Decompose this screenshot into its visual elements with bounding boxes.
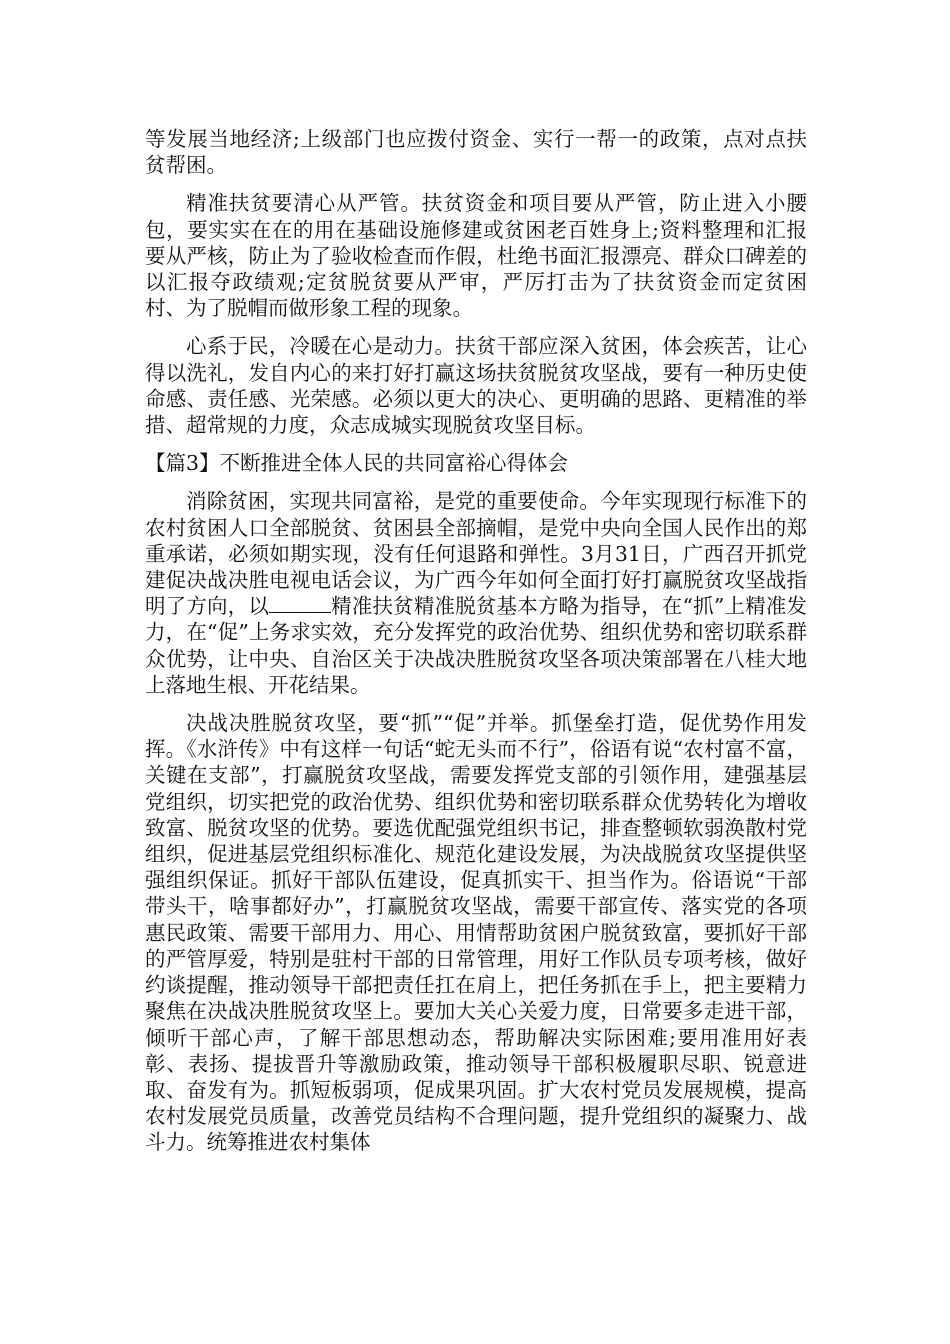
paragraph-4-part-a: 消除贫困，实现共同富裕，是党的重要使命。今年实现现行标准下的农村贫困人口全部脱贫、贫困县全部摘帽，是党中央向全国人民作出的郑重承诺，必须如期实现，没有任何退路和弹性。3月31日，广西召开抓党建促决战决胜电视电话会议，为广西今年如何全面打好打赢脱贫攻坚战指明了方向，以 [145, 489, 807, 619]
paragraph-4-part-b: 精准扶贫精准脱贫基本方略为指导，在“抓”上精准发力，在“促”上务求实效，充分发挥党的政治优势、组织优势和密切联系群众优势，让中央、自治区关于决战决胜脱贫攻坚各项决策部署在八桂大地上落地生根、开花结果。 [145, 594, 807, 697]
section-heading: 【篇3】不断推进全体人民的共同富裕心得体会 [145, 451, 569, 476]
paragraph-1: 等发展当地经济;上级部门也应拨付资金、实行一帮一的政策，点对点扶贫帮困。 [145, 127, 807, 178]
paragraph-4 [145, 488, 807, 698]
fill-in-blank [269, 594, 331, 613]
paragraph-3: 心系于民，冷暖在心是动力。扶贫干部应深入贫困，体会疾苦，让心得以洗礼，发自内心的来打好打赢这场扶贫脱贫攻坚战，要有一种历史使命感、责任感、光荣感。必须以更大的决心、更明确的思路、更精准的举措、超常规的力度，众志成城实现脱贫攻坚目标。 [145, 334, 807, 438]
paragraph-5: 决战决胜脱贫攻坚，要“抓”“促”并举。抓堡垒打造，促优势作用发挥。《水浒传》中有这样一句话“蛇无头而不行”，俗语有说“农村富不富，关键在支部”，打赢脱贫攻坚战，需要发挥党支部的引领作用，建强基层党组织，切实把党的政治优势、组织优势和密切联系群众优势转化为增收致富、脱贫攻坚的优势。要选优配强党组织书记，排查整顿软弱涣散村党组织，促进基层党组织标准化、规范化建设发展，为决战脱贫攻坚提供坚强组织保证。抓好干部队伍建设，促真抓实干、担当作为。俗语说“干部带头干，啥事都好办”，打赢脱贫攻坚战，需要干部宣传、落实党的各项惠民政策、需要干部用力、用心、用情帮助贫困户脱贫致富，要抓好干部的严管厚爱，特别是驻村干部的日常管理，用好工作队员专项考核，做好约谈提醒，推动领导干部把责任扛在肩上，把任务抓在手上，把主要精力聚焦在决战决胜脱贫攻坚上。要加大关心关爱力度，日常要多走进干部，倾听干部心声，了解干部思想动态，帮助解决实际困难;要用准用好表彰、表扬、提拔晋升等激励政策，推动领导干部积极履职尽职、锐意进取、奋发有为。抓短板弱项，促成果巩固。扩大农村党员发展规模，提高农村发展党员质量，改善党员结构不合理问题，提升党组织的凝聚力、战斗力。统筹推进农村集体 [145, 711, 807, 1155]
paragraph-2: 精准扶贫要清心从严管。扶贫资金和项目要从严管，防止进入小腰包，要实实在在的用在基础设施修建或贫困老百姓身上;资料整理和汇报要从严核，防止为了验收检查而作假，杜绝书面汇报漂亮、群众口碑差的以汇报夺政绩观;定贫脱贫要从严审，严厉打击为了扶贫资金而定贫困村、为了脱帽而做形象工程的现象。 [145, 191, 807, 321]
document-page [145, 126, 807, 1168]
